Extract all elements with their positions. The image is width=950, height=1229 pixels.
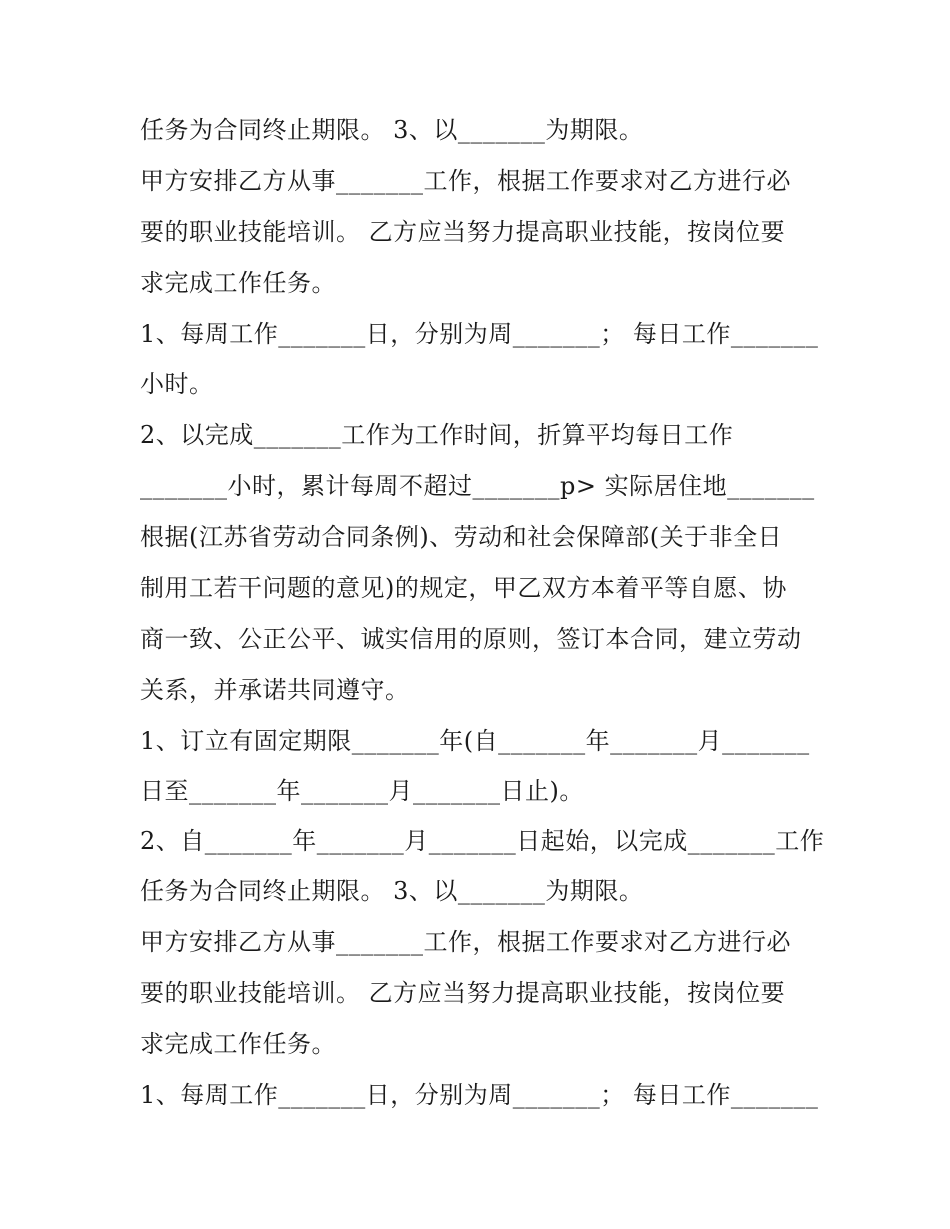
text-line: 制用工若干问题的意见)的规定，甲乙双方本着平等自愿、协 — [140, 574, 787, 602]
text-line: 要的职业技能培训。 乙方应当努力提高职业技能，按岗位要 — [140, 218, 786, 246]
text-line: 商一致、公正公平、诚实信用的原则，签订本合同，建立劳动 — [140, 625, 802, 653]
text-line: 求完成工作任务。 — [140, 269, 336, 297]
text-line: 2、自_______年_______月_______日起始，以完成_______工作 — [140, 827, 825, 855]
text-line: 甲方安排乙方从事_______工作，根据工作要求对乙方进行必 — [140, 928, 791, 956]
text-line: 求完成工作任务。 — [140, 1030, 336, 1058]
text-line: 甲方安排乙方从事_______工作，根据工作要求对乙方进行必 — [140, 167, 791, 195]
text-line: 2、以完成_______工作为工作时间，折算平均每日工作 — [140, 421, 734, 449]
text-line: 关系，并承诺共同遵守。 — [140, 676, 410, 704]
text-line: _______小时，累计每周不超过_______p> 实际居住地_______ — [140, 472, 815, 500]
text-line: 任务为合同终止期限。 3、以_______为期限。 — [140, 877, 644, 905]
text-line: 1、每周工作_______日，分别为周_______； 每日工作_______ — [140, 320, 819, 348]
text-line: 日至_______年_______月_______日止)。 — [140, 777, 584, 805]
text-line: 要的职业技能培训。 乙方应当努力提高职业技能，按岗位要 — [140, 979, 786, 1007]
text-line: 任务为合同终止期限。 3、以_______为期限。 — [140, 116, 644, 144]
text-line: 根据(江苏省劳动合同条例)、劳动和社会保障部(关于非全日 — [140, 523, 783, 551]
text-line: 1、订立有固定期限_______年(自_______年_______月_______ — [140, 727, 810, 755]
text-line: 1、每周工作_______日，分别为周_______； 每日工作_______ — [140, 1081, 819, 1109]
text-line: 小时。 — [140, 370, 214, 398]
